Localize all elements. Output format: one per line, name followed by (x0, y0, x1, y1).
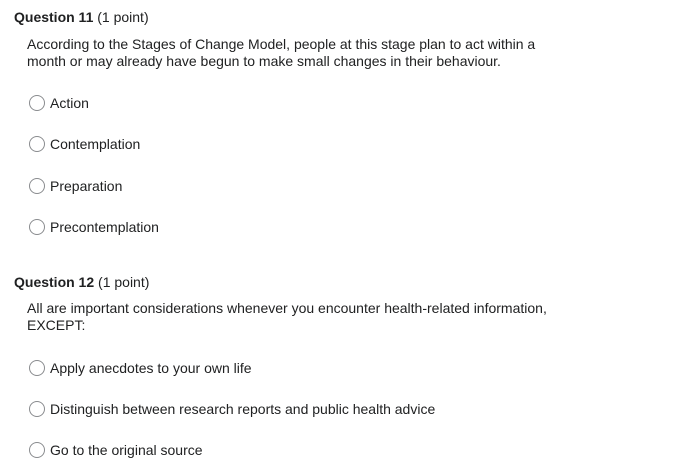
question-number: Question 12 (14, 274, 95, 290)
question-points: (1 point) (97, 9, 149, 25)
radio-button[interactable] (29, 219, 45, 235)
radio-button[interactable] (29, 178, 45, 194)
radio-button[interactable] (29, 95, 45, 111)
option-preparation[interactable] (29, 176, 122, 196)
option-precontemplation[interactable] (29, 217, 159, 237)
option-label: Go to the original source (50, 442, 203, 458)
radio-button[interactable] (29, 401, 45, 417)
option-label: Distinguish between research reports and public health advice (50, 401, 436, 417)
option-label: Preparation (50, 178, 123, 194)
question-number: Question 11 (14, 9, 94, 25)
option-contemplation[interactable] (29, 134, 140, 154)
radio-button[interactable] (29, 136, 45, 152)
radio-button[interactable] (29, 360, 45, 376)
question-12-text: All are important considerations whenever you encounter health-related information, EXCEPT: (27, 300, 547, 333)
option-label: Apply anecdotes to your own life (50, 360, 252, 376)
option-action[interactable] (29, 93, 89, 113)
option-apply-anecdotes[interactable] (29, 358, 252, 378)
option-label: Precontemplation (50, 219, 159, 235)
option-original-source[interactable] (29, 440, 203, 460)
question-points: (1 point) (98, 274, 150, 290)
question-11-text: According to the Stages of Change Model, people at this stage plan to act within a month or may already have begun to make small changes in their behaviour. (27, 36, 536, 69)
option-label: Action (50, 95, 89, 111)
option-distinguish-research[interactable] (29, 399, 435, 419)
question-12-header (14, 273, 149, 291)
question-11-header (14, 8, 149, 26)
radio-button[interactable] (29, 442, 45, 458)
option-label: Contemplation (50, 136, 141, 152)
